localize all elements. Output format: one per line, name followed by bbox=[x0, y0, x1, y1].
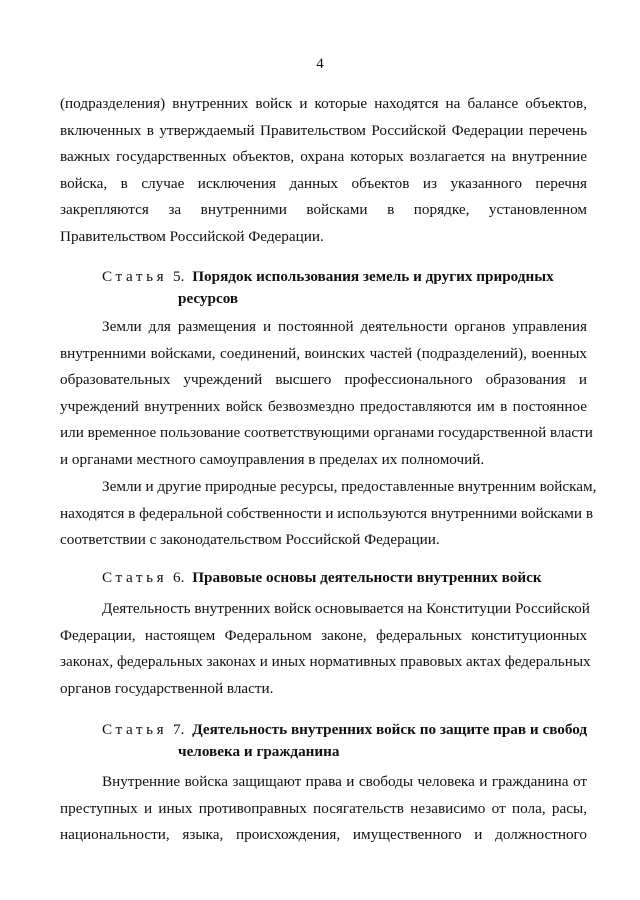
article-number: 5. bbox=[173, 268, 185, 285]
text-line: преступных и иных противоправных посягательств независимо от пола, расы, bbox=[60, 799, 587, 817]
article-word: Статья bbox=[102, 721, 168, 738]
intro-paragraph bbox=[60, 91, 587, 251]
article-number: 7. bbox=[173, 721, 185, 738]
article-5-heading bbox=[102, 266, 572, 288]
text-line: Правительством Российской Федерации. bbox=[60, 227, 324, 245]
text-line: органов государственной власти. bbox=[60, 679, 274, 697]
text-line: учреждений внутренних войск безвозмездно предоставляются им в постоянное bbox=[60, 397, 587, 415]
article-title: Правовые основы деятельности внутренних войск bbox=[192, 569, 542, 586]
text-line: Земли и другие природные ресурсы, предоставленные внутренним войскам, bbox=[102, 478, 597, 495]
article-5-paragraph-1 bbox=[60, 314, 593, 474]
article-title: Деятельность внутренних войск по защите прав и свобод bbox=[192, 721, 588, 738]
article-number: 6. bbox=[173, 569, 185, 586]
article-word: Статья bbox=[102, 569, 168, 586]
text-line: Внутренние войска защищают права и свободы человека и гражданина от bbox=[102, 773, 587, 790]
text-line: Деятельность внутренних войск основывается на Конституции Российской bbox=[102, 600, 590, 617]
text-line: Федерации, настоящем Федеральном законе, федеральных конституционных bbox=[60, 626, 587, 644]
article-5-paragraph-2 bbox=[60, 474, 597, 554]
page-number: 4 bbox=[316, 56, 324, 72]
text-line: соответствии с законодательством Российской Федерации. bbox=[60, 531, 440, 549]
text-line: внутренними войсками, соединений, воинских частей (подразделений), военных bbox=[60, 344, 587, 362]
article-7-title-continuation: человека и гражданина bbox=[178, 743, 340, 760]
article-6-paragraph-1 bbox=[60, 596, 591, 702]
article-5-title-continuation: ресурсов bbox=[178, 290, 239, 307]
text-line: войска, в случае исключения данных объектов из указанного перечня bbox=[60, 174, 587, 192]
text-line: важных государственных объектов, охрана которых возлагается на внутренние bbox=[60, 148, 587, 166]
article-6-heading bbox=[102, 567, 572, 589]
text-line: или временное пользование соответствующими органами государственной власти bbox=[60, 424, 593, 442]
text-line: и органами местного самоуправления в пределах их полномочий. bbox=[60, 450, 485, 468]
text-line: образовательных учреждений высшего профессионального образования и bbox=[60, 371, 587, 389]
text-line: находятся в федеральной собственности и используются внутренними войсками в bbox=[60, 504, 594, 522]
article-word: Статья bbox=[102, 268, 168, 285]
text-line: национальности, языка, происхождения, имущественного и должностного bbox=[60, 826, 587, 844]
text-line: Земли для размещения и постоянной деятельности органов управления bbox=[102, 318, 587, 335]
text-line: законах, федеральных законах и иных нормативных правовых актах федеральных bbox=[60, 653, 591, 671]
text-line: (подразделения) внутренних войск и которые находятся на балансе объектов, bbox=[60, 95, 587, 112]
text-line: включенных в утверждаемый Правительством Российской Федерации перечень bbox=[60, 121, 587, 139]
article-title: Порядок использования земель и других природных bbox=[192, 268, 554, 285]
text-line: закрепляются за внутренними войсками в порядке, установленном bbox=[60, 201, 587, 219]
article-7-heading bbox=[102, 719, 588, 741]
article-7-paragraph-1 bbox=[60, 769, 587, 849]
